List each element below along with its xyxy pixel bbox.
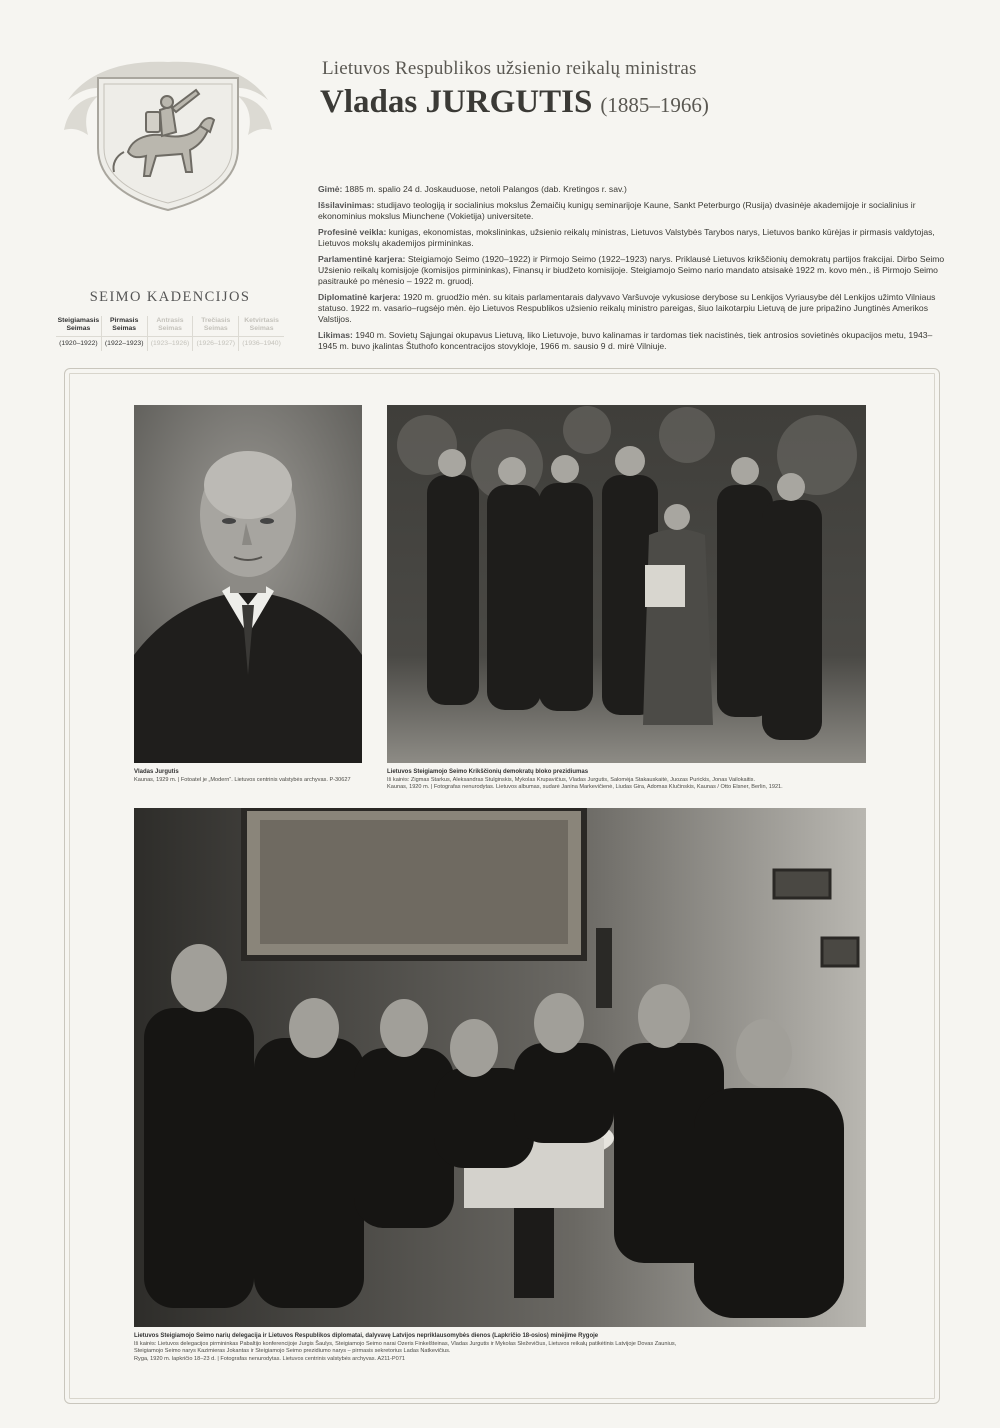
term-ketvirtasis — [239, 316, 284, 351]
caption-line: Steigiamojo Seimo narys Kazimieras Jokantas ir Steigiamojo Seimo prezidiumo narys – pirmasis sekretorius Ladas Natkevičius. — [134, 1348, 451, 1355]
person-name: Vladas JURGUTIS — [320, 84, 593, 120]
bio-profession — [318, 227, 950, 249]
biography — [318, 184, 950, 357]
bio-key: Parlamentinė karjera: — [318, 254, 406, 264]
caption-title: Lietuvos Steigiamojo Seimo Krikščionių demokratų bloko prezidiumas — [387, 769, 589, 775]
bio-diplomatic-career — [318, 292, 950, 325]
term-antrasis — [148, 316, 194, 351]
caption-delegation — [134, 1333, 866, 1363]
bio-text: 1885 m. spalio 24 d. Joskauduose, netoli Palangos (dab. Kretingos r. sav.) — [344, 184, 627, 194]
bio-key: Likimas: — [318, 330, 353, 340]
terms-title: SEIMO KADENCIJOS — [89, 289, 251, 305]
bio-key: Profesinė veikla: — [318, 227, 387, 237]
term-years: (1926–1927) — [196, 340, 236, 347]
term-name: Trečiasis Seimas — [193, 316, 238, 337]
term-steigiamasis — [56, 316, 102, 351]
term-treciasis — [193, 316, 239, 351]
page-subtitle: Lietuvos Respublikos užsienio reikalų ministras — [322, 58, 697, 79]
bio-education — [318, 200, 950, 222]
caption-line: Kaunas, 1929 m. | Fotoatel je „Modern“. Lietuvos centrinis valstybės archyvas. P-30627 — [134, 776, 351, 783]
bio-key: Gimė: — [318, 184, 343, 194]
bio-text: 1920 m. gruodžio mėn. su kitais parlamentarais dalyvavo Varšuvoje vykusiose derybose su Lenkijos Vyriausybe dėl Lenkijos užimto Vilniaus statuso. 1922 m. vasario–rugsėjo mėn. ėjo Lietuvos Respublikos užsienio reikalų ministro pareigas, šiuo laikotarpiu Lietuvą de jure pripažino Jungtinės Amerikos Valstijos. — [318, 292, 936, 324]
bio-parliamentary-career — [318, 254, 950, 287]
caption-line: Iš kairės: Lietuvos delegacijos pirmininkas Pabaltijo konferencijoje Jurgis Šaulys, Steigiamojo Seimo narai Ozeris Finkelšteinas, Vladas Jurgutis ir Mykolas Sleževičius, Lietuvos reikalų patikėtinis Latvijoje Dovas Zaunius, — [134, 1340, 677, 1347]
term-years: (1923–1926) — [150, 340, 190, 347]
caption-presidium — [387, 769, 866, 792]
bio-birth — [318, 184, 950, 195]
delegation-photo-riga — [134, 808, 866, 1327]
caption-title: Vladas Jurgutis — [134, 769, 179, 775]
bio-key: Išsilavinimas: — [318, 200, 375, 210]
term-name: Pirmasis Seimas — [102, 316, 147, 337]
bio-text: Steigiamojo Seimo (1920–1922) ir Pirmojo Seimo (1922–1923) narys. Priklausė Lietuvos krikščionių demokratų partijos frakcijai. Dirbo Seimo Užsienio reikalų komisijoje (komisijos pirmininkas), Finansų ir biudžeto komisijoje. Steigiamojo Seimo nario mandato atsisakė 1922 m. kovo mėn., iš Pirmojo Seimo pasitraukė po mėnesio – 1922 m. gruodį. — [318, 254, 945, 286]
bio-key: Diplomatinė karjera: — [318, 292, 401, 302]
bio-text: studijavo teologiją ir socialinius mokslus Žemaičių kunigų seminarijoje Kaune, Sankt Peterburgo (Rusija) dvasinėje akademijoje ir socialinius ir ekonominius mokslus Miunchene (Vokietija) universitete. — [318, 200, 916, 221]
group-photo-presidium — [387, 405, 866, 763]
life-years: (1885–1966) — [600, 93, 709, 117]
term-years: (1936–1940) — [242, 340, 281, 347]
caption-title: Lietuvos Steigiamojo Seimo narių delegacija ir Lietuvos Respublikos diplomatai, dalyvavę Latvijos nepriklausomybės dienos (Lapkričio 18-osios) minėjime Rygoje — [134, 1333, 599, 1339]
bio-text: 1940 m. Sovietų Sąjungai okupavus Lietuvą, liko Lietuvoje, buvo kalinamas ir tardomas tiek nacistinės, tiek antrosios sovietinės okupacijos metu, 1943–1945 m. buvo įkalintas Štuthofo koncentracijos stovykloje, 1966 m. sausio 9 d. mirė Vilniuje. — [318, 330, 933, 351]
caption-line: Kaunas, 1920 m. | Fotografas nenurodytas. Lietuvos albumas, sudarė Janina Markevičienė, Liudas Gira, Adomas Klučinskis, Kaunas / Otto Elsner, Berlin, 1921. — [387, 784, 783, 791]
coat-of-arms-emblem — [58, 40, 278, 215]
caption-line: Iš kairės: Zigmas Starkus, Aleksandras Stulginskis, Mykolas Krupavičius, Vladas Jurgutis, Salomėja Stakauskaitė, Juozas Purickis, Jonas Vailokaitis. — [387, 776, 755, 783]
portrait-photo — [134, 405, 362, 763]
page-title — [320, 84, 709, 121]
term-name: Antrasis Seimas — [148, 316, 193, 337]
term-name: Ketvirtasis Seimas — [239, 316, 284, 337]
caption-line: Ryga, 1920 m. lapkričio 18–23 d. | Fotografas nenurodytas. Lietuvos centrinis valstybės archyvas. A211-P071 — [134, 1355, 405, 1362]
terms-table — [56, 316, 284, 351]
term-years: (1920–1922) — [59, 340, 98, 347]
term-pirmasis — [102, 316, 148, 351]
term-years: (1922–1923) — [104, 340, 144, 347]
caption-portrait — [134, 769, 362, 784]
bio-text: kunigas, ekonomistas, mokslininkas, užsienio reikalų ministras, Lietuvos Valstybės Tarybos narys, Lietuvos banko kūrėjas ir pirmasis valdytojas, Lietuvos mokslų akademijos pirmininkas. — [318, 227, 935, 248]
bio-fate — [318, 330, 950, 352]
term-name: Steigiamasis Seimas — [56, 316, 101, 337]
